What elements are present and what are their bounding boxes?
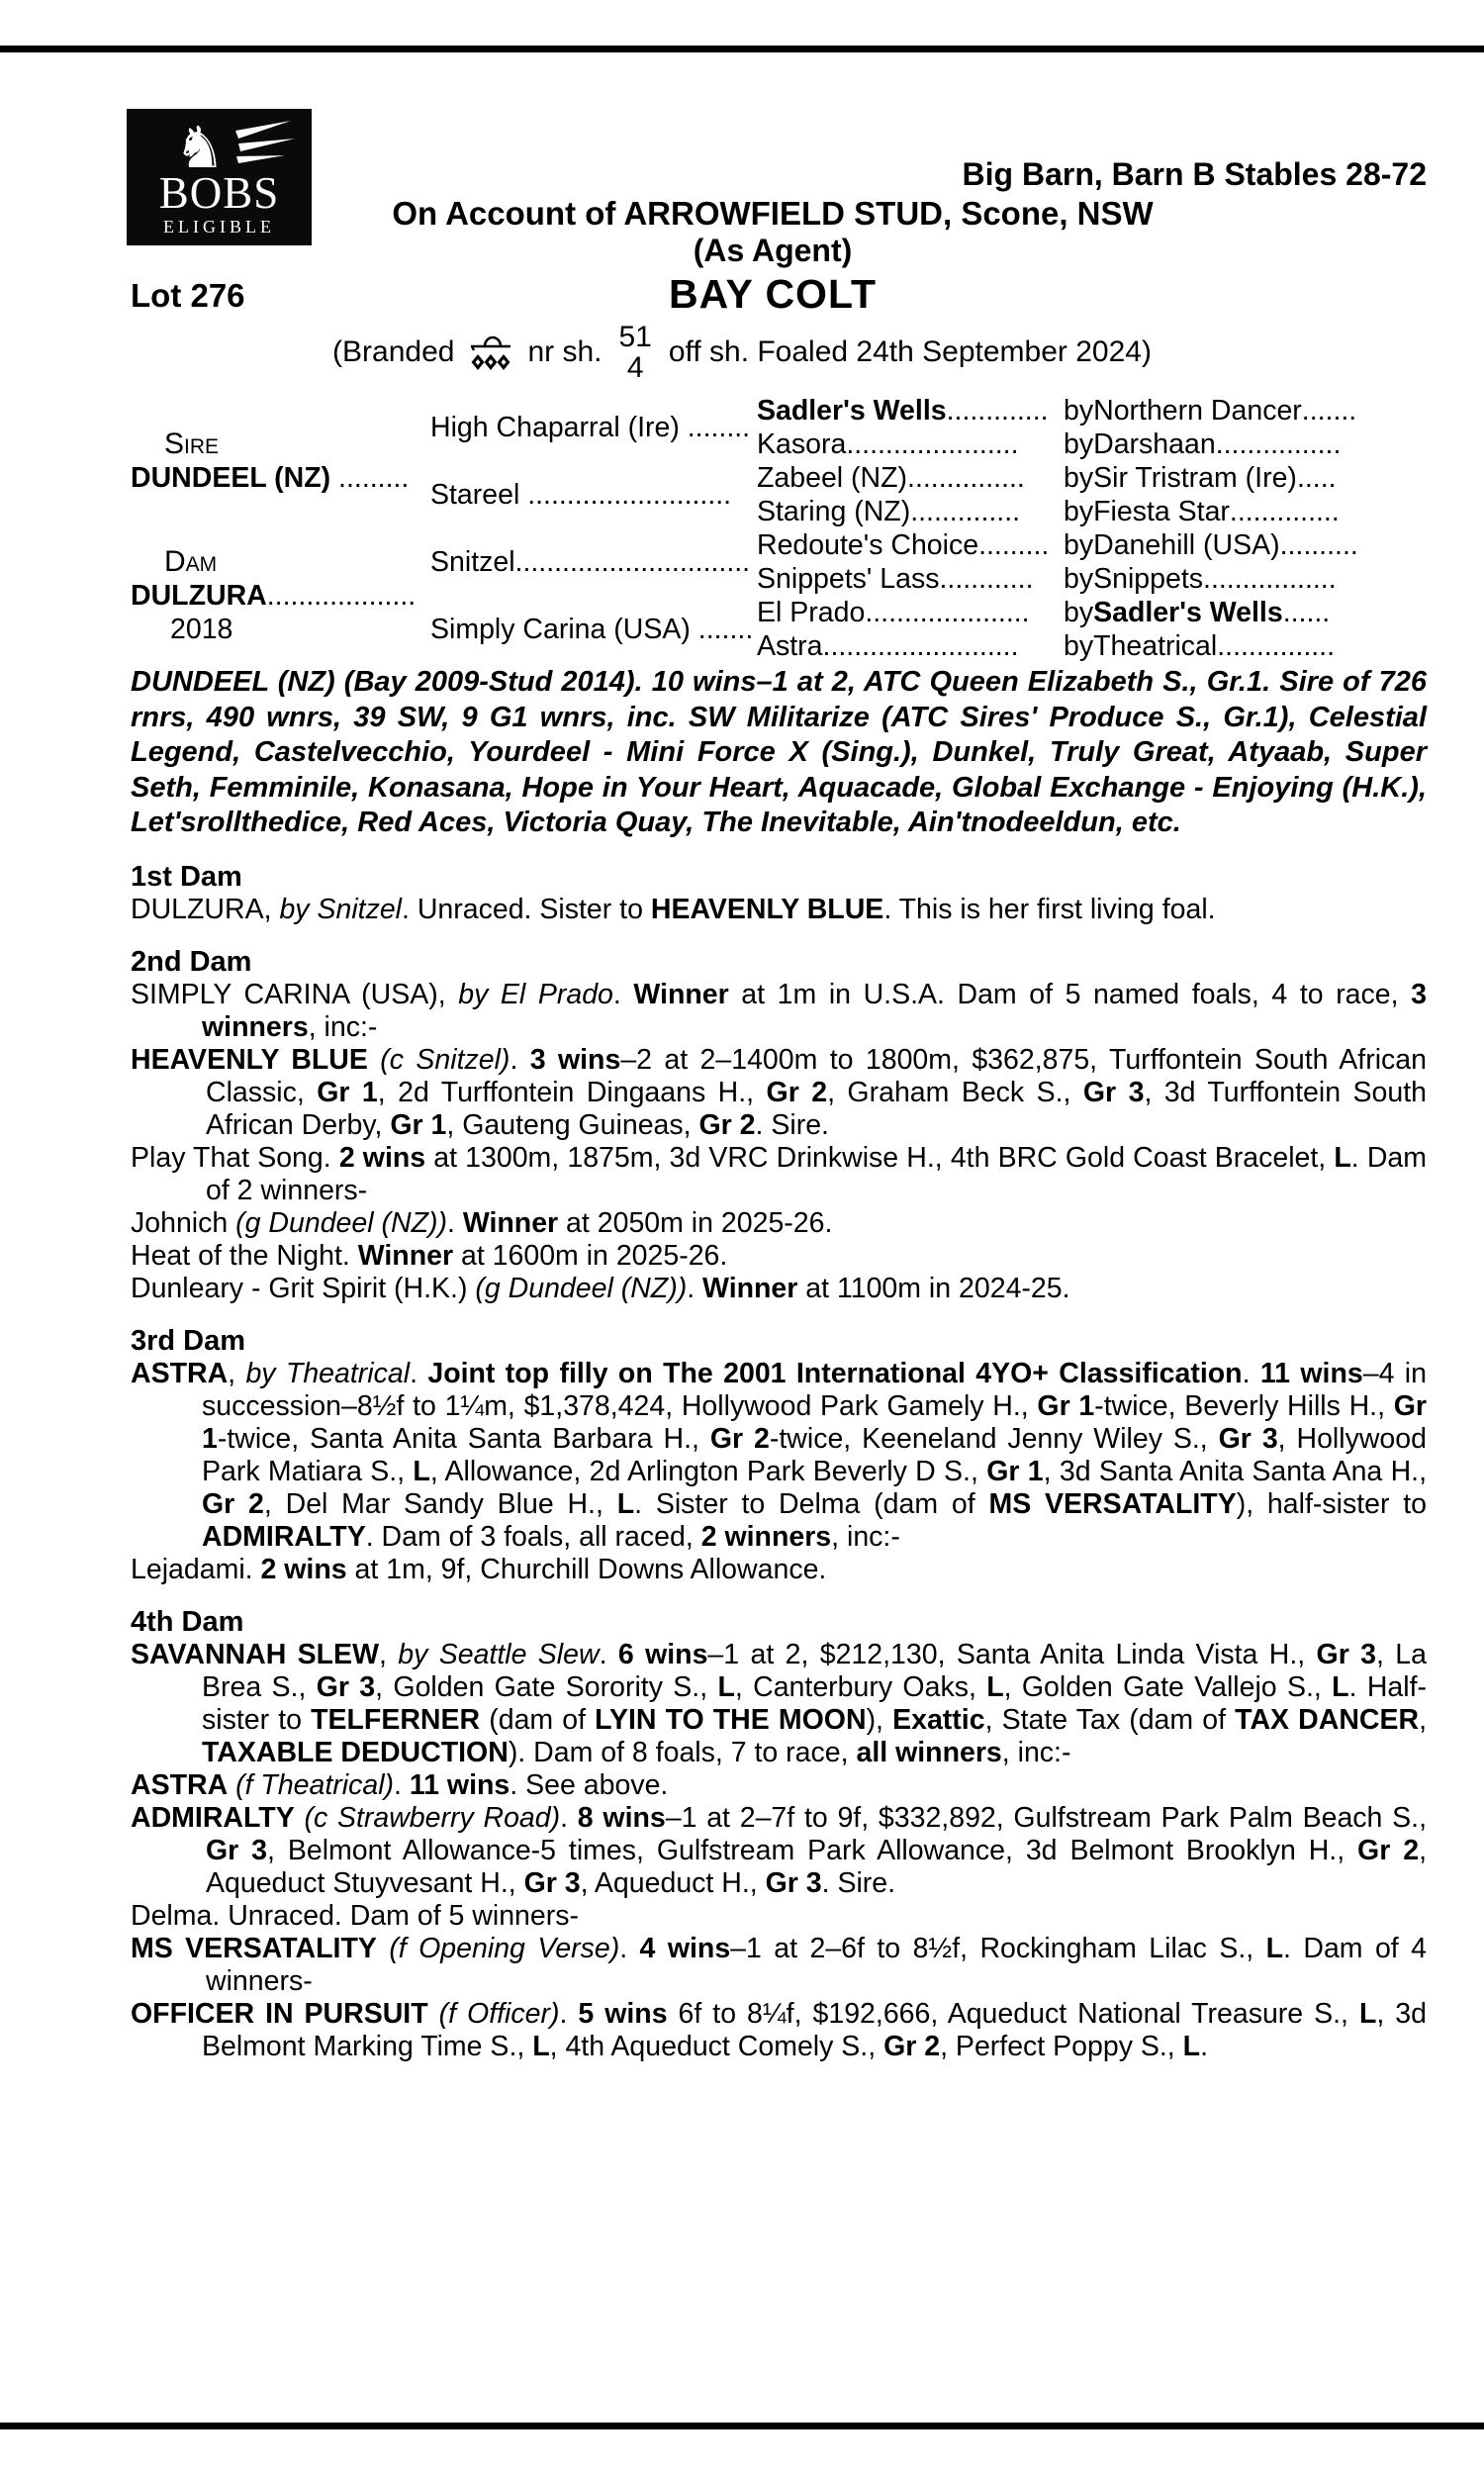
text-run: by [1064,562,1094,595]
text-run: Darshaan [1093,428,1216,460]
text-run: , Gauteng Guineas, [446,1108,699,1141]
dam-section-heading: 1st Dam [131,860,242,893]
text-run: ADMIRALTY [202,1520,366,1553]
text-run: Winner [462,1206,559,1239]
text-run: LYIN TO THE MOON [595,1703,867,1736]
text-run: by El Prado [458,978,613,1010]
text-run: Dunleary - Grit Spirit (H.K.) [131,1272,476,1304]
pedigree-gen4-sire [1064,629,1427,663]
text-run: , Belmont Allowance-5 times, Gulfstream Park Allowance, 3d Belmont Brooklyn H., [267,1834,1358,1866]
text-run: Gr 2 [883,2030,941,2062]
text-run: , 3d Turffontein South African Derby, [206,1076,1427,1141]
text-run: , 3d Belmont Marking Time S., [202,1997,1427,2062]
text-run: Gr 3 [765,1866,822,1899]
text-run: . [619,1932,640,1964]
text-run: at 2050m in 2025-26. [558,1206,833,1239]
text-run: -twice, Santa Anita Santa Barbara H., [217,1422,710,1455]
text-run: Gr 1 [1037,1389,1095,1422]
text-run: . Sire. [821,1866,896,1899]
text-run: 8 wins [577,1801,666,1834]
text-run: . [560,1801,578,1834]
pedigree-gen3-name [757,428,1064,461]
text-run: HEAVENLY BLUE [131,1043,381,1076]
pedigree-gen2-cell: High Chaparral (Ire) ........ [430,411,751,443]
pedigree-gen3-name [757,629,1064,663]
pedigree-gen4-sire [1064,562,1427,596]
pedigree-paragraph [131,1044,1427,1142]
dam-section-heading: 4th Dam [131,1605,244,1638]
text-run: by [1064,596,1094,628]
text-run: . See above. [510,1768,669,1801]
pedigree-paragraph [131,1769,1427,1802]
lot-number: Lot 276 [131,277,245,314]
pedigree-gen2-cell: Snitzel.............................. [430,545,751,578]
text-run: at 1300m, 1875m, 3d VRC Drinkwise H., 4th BRC Gold Coast Bracelet, [425,1141,1335,1174]
text-run: . Dam of 4 winners- [206,1932,1427,1997]
text-run: SAVANNAH SLEW [131,1638,379,1670]
horse-head-icon [127,109,312,170]
text-run: Winner [357,1239,454,1272]
text-run: Gr 3 [1082,1076,1145,1108]
text-run: ..... [1296,461,1337,494]
text-run: (g Dundeel (NZ)) [475,1272,688,1304]
text-run [295,1802,305,1834]
text-run: . This is her first living foal. [883,893,1216,925]
text-run: Winner [702,1272,798,1304]
text-run: Sir Tristram (Ire) [1093,461,1297,494]
text-run: by [1064,629,1094,662]
text-run: . Unraced. Sister to [402,893,651,925]
branded-suffix: off sh. Foaled 24th September 2024) [668,335,1152,368]
pedigree-gen4-sire [1064,495,1427,528]
pedigree-gen2-cell: Simply Carina (USA) ....... [430,613,754,645]
pedigree-gen2-cell: Stareel .......................... [430,478,732,511]
pedigree-table [131,394,1427,663]
text-run: L [986,1670,1004,1703]
text-run: by Snitzel [279,893,402,925]
text-run: ASTRA [131,1768,229,1801]
text-run: Gr 2 [202,1487,264,1520]
text-run: , [1419,1703,1427,1736]
text-run: ASTRA [131,1357,229,1389]
text-run: TAX DANCER [1235,1703,1420,1736]
branded-mid: nr sh. [527,335,603,368]
text-run: Winner [633,978,729,1010]
text-run: Exattic [892,1703,985,1736]
text-run: at 1100m in 2024-25. [797,1272,1070,1304]
sire-name [131,461,409,495]
text-run: Snippets' Lass [757,562,940,595]
text-run: at 1m, 9f, Churchill Downs Allowance. [346,1553,827,1585]
vendor-line: On Account of ARROWFIELD STUD, Scone, NSW [392,195,1154,232]
text-run: OFFICER IN PURSUIT [131,1997,428,2030]
text-run: , State Tax (dam of [984,1703,1236,1736]
pedigree-paragraph [131,1358,1427,1554]
pedigree-paragraph [131,1142,1427,1207]
text-run [228,1769,235,1801]
text-run: 2 wins [338,1141,426,1174]
text-run: –2 at 2–1400m to 1800m, $362,875, Turffontein South African Classic, [206,1043,1427,1108]
text-run: ). Dam of 8 foals, 7 to race, [508,1736,857,1768]
text-run: L [1265,1932,1284,1964]
pedigree-paragraph [131,979,1427,1044]
text-run: DULZURA, [131,893,280,925]
text-run: by [1064,428,1094,460]
text-run: –1 at 2–6f to 8½f, Rockingham Lilac S., [730,1932,1266,1964]
text-run: 11 wins [1259,1357,1363,1389]
text-run: . [599,1638,618,1670]
text-run: 11 wins [409,1768,510,1801]
text-run: 2 wins [260,1553,347,1585]
pedigree-paragraph [131,1998,1427,2063]
text-run: . Half-sister to [202,1670,1428,1736]
dam-section-heading: 2nd Dam [131,945,252,978]
text-run: (f Theatrical) [235,1768,395,1801]
text-run: ............... [907,461,1025,494]
pedigree-paragraph [131,1240,1427,1273]
text-run: , Aqueduct Stuyvesant H., [206,1834,1427,1899]
text-run: . Dam of 3 foals, all raced, [365,1520,701,1553]
brand-number-top: 51 [618,321,652,353]
text-run: . [559,1997,579,2030]
text-run: MS VERSATALITY [131,1932,377,1964]
text-run: ............... [1217,629,1336,662]
text-run: , inc:- [1001,1736,1071,1768]
text-run: , 4th Aqueduct Comely S., [549,2030,884,2062]
text-run: , 2d Turffontein Dingaans H., [377,1076,767,1108]
text-run: L [1358,1997,1377,2030]
pedigree-gen3-name [757,461,1064,495]
text-run: DUNDEEL (NZ) (Bay 2009-Stud 2014). 10 wins–1 at 2, ATC Queen Elizabeth S., Gr.1. Sire of 726 rnrs, 490 wnrs, 39 SW, 9 G1 wnrs, inc. SW Militarize (ATC Sires' Produce S., Gr.1), Celestial Legend, Castelvecchio, Yourdeel - Mini Force X (Sing.), Dunkel, Truly Great, Atyaab, Super Seth, Femminile, Konasana, Hope in Your Heart, Aquacade, Global Exchange - Enjoying (H.K.), Let'srollthedice, Red Aces, Victoria Quay, The Inevitable, Ain'tnodeeldun, etc. [131,666,1427,838]
pedigree-paragraph [131,665,1427,841]
text-run: , inc:- [308,1010,378,1043]
text-run: Gr 2 [709,1422,770,1455]
pedigree-paragraph [131,1639,1427,1769]
pedigree-paragraph [131,894,1427,926]
text-run: Gr 2 [766,1076,828,1108]
text-run: Gr 2 [1357,1834,1420,1866]
text-run: by [1064,495,1094,527]
text-run: ................ [1215,428,1342,460]
text-run: HEAVENLY BLUE [650,893,884,925]
text-run: , [378,1638,399,1670]
text-run: .............. [1229,495,1340,527]
text-run: .......... [1279,528,1358,561]
text-run: -twice, Beverly Hills H., [1094,1389,1394,1422]
text-run: . [446,1206,463,1239]
text-run: by Theatrical [245,1357,411,1389]
agent-line: (As Agent) [693,233,853,268]
text-run: DULZURA [131,580,267,612]
text-run: Play That Song. [131,1141,339,1174]
text-run: all winners [856,1736,1002,1768]
text-run: -twice, Keeneland Jenny Wiley S., [769,1422,1219,1455]
text-run: ), half-sister to [1236,1487,1428,1520]
text-run: Kasora [757,428,847,460]
text-run: , Golden Gate Vallejo S., [1003,1670,1333,1703]
dam-label: Dam [164,545,218,578]
pedigree-gen3-name [757,394,1064,428]
text-run: L [413,1455,430,1487]
sire-label: Sire [164,428,220,460]
text-run: Danehill (USA) [1093,528,1280,561]
text-run: Johnich [131,1206,236,1239]
text-run: L [1332,1670,1349,1703]
text-run: –1 at 2–7f to 9f, $332,892, Gulfstream Park Palm Beach S., [665,1801,1427,1834]
text-run: , 3d Santa Anita Santa Ana H., [1043,1455,1428,1487]
text-run: Redoute's Choice [757,528,979,561]
text-run: El Prado [757,596,866,628]
pedigree-gen3-name [757,596,1064,629]
text-run: (c Strawberry Road) [304,1801,561,1834]
dam-foaling-year: 2018 [170,614,233,645]
text-run: Theatrical [1093,629,1218,662]
text-run: Gr 3 [206,1834,268,1866]
text-run [428,1998,439,2030]
text-run: , Perfect Poppy S., [940,2030,1183,2062]
text-run: . [1242,1357,1260,1389]
pedigree-gen4-sire [1064,528,1427,562]
pedigree-gen4-sire [1064,394,1427,428]
pedigree-paragraph [131,1554,1427,1586]
pedigree-paragraph [131,1802,1427,1900]
text-run: . [1200,2030,1208,2062]
text-run: . Dam of 2 winners- [206,1141,1427,1206]
text-run: . [394,1768,410,1801]
text-run: Gr 1 [317,1076,378,1108]
pedigree-gen4-sire [1064,461,1427,495]
pedigree-dam-cell [131,528,430,663]
text-run: Snippets [1093,562,1204,595]
text-run: ......................... [822,629,1019,662]
text-run: L [532,2030,550,2062]
text-run: , Canterbury Oaks, [734,1670,987,1703]
text-run: ............ [939,562,1034,595]
text-run: Gr 1 [986,1455,1044,1487]
text-run: (c Snitzel) [380,1043,510,1076]
stable-location-line: Big Barn, Barn B Stables 28-72 [962,156,1427,192]
text-run: , La Brea S., [202,1638,1427,1703]
text-run: . [612,978,634,1010]
text-run: L [1334,1141,1351,1174]
text-run: by [1064,528,1094,561]
text-run: 4 wins [639,1932,731,1964]
text-run: ............. [946,394,1049,427]
text-run: ADMIRALTY [131,1801,295,1834]
logo-text-bobs: BOBS [158,168,280,218]
text-run: .............. [910,495,1021,527]
text-run: 2 winners [700,1520,832,1553]
text-run: Zabeel (NZ) [757,461,908,494]
brand-number [618,322,651,383]
text-run: Heat of the Night. [131,1239,358,1272]
text-run: Sadler's Wells [1093,596,1283,628]
text-run: SIMPLY CARINA (USA), [131,978,459,1010]
text-run: ...................... [846,428,1019,460]
page-title: BAY COLT [669,271,877,317]
text-run: by [1064,461,1094,494]
text-run: (f Opening Verse) [389,1932,620,1964]
text-run: Gr 3 [316,1670,376,1703]
dam-name [131,579,416,613]
text-run: , Hollywood Park Matiara S., [202,1422,1427,1487]
pedigree-paragraph [131,1933,1427,1998]
text-run: Fiesta Star [1093,495,1230,527]
text-run: at 1m in U.S.A. Dam of 5 named foals, 4 to race, [728,978,1412,1010]
text-run: –4 in succession–8½f to 1¼m, $1,378,424, Hollywood Park Gamely H., [202,1357,1427,1422]
text-run: Gr 3 [1218,1422,1278,1455]
text-run: Gr 2 [698,1108,756,1141]
text-run: , Graham Beck S., [827,1076,1083,1108]
text-run: Gr 1 [202,1389,1427,1455]
pedigree-gen3-name [757,562,1064,596]
logo-text-eligible: ELIGIBLE [163,217,275,237]
text-run: L [717,1670,735,1703]
text-run: MS VERSATALITY [988,1487,1237,1520]
pedigree-sire-cell [131,394,430,528]
branded-prefix: (Branded [332,335,455,368]
bottom-rule [0,2423,1484,2429]
text-run: by [1064,394,1094,427]
text-run: Sadler's Wells [757,394,947,427]
text-run: by Seattle Slew [398,1638,600,1670]
text-run: , Del Mar Sandy Blue H., [263,1487,617,1520]
text-run: L [616,1487,635,1520]
text-run: at 1600m in 2025-26. [453,1239,728,1272]
text-run: 3 winners [202,978,1427,1043]
text-run: Astra [757,629,823,662]
text-run: Delma. Unraced. Dam of 5 winners- [131,1899,579,1932]
leader-dots: ................... [266,580,417,612]
text-run: 6f to 8¼f, $192,666, Aqueduct National Treasure S., [667,1997,1359,2030]
text-run: 6 wins [617,1638,708,1670]
text-run: . [687,1272,703,1304]
text-run: ), [866,1703,893,1736]
text-run: . [410,1357,428,1389]
text-run: Gr 3 [523,1866,581,1899]
text-run: , Aqueduct H., [580,1866,766,1899]
text-run: . [510,1043,530,1076]
text-run: 3 wins [529,1043,621,1076]
text-run: ................. [1203,562,1337,595]
text-run: , [228,1357,246,1389]
text-run: ......... [978,528,1050,561]
pedigree-text [131,665,1427,2063]
text-run: TELFERNER [311,1703,481,1736]
text-run: Gr 3 [1316,1638,1376,1670]
text-run: . Sister to Delma (dam of [634,1487,989,1520]
pedigree-paragraph [131,1900,1427,1933]
top-rule [0,46,1484,52]
text-run [377,1933,389,1964]
pedigree-gen4-sire [1064,596,1427,629]
text-run: TAXABLE DEDUCTION [202,1736,509,1768]
text-run: L [1182,2030,1201,2062]
pedigree-gen4-sire [1064,428,1427,461]
pedigree-paragraph [131,1273,1427,1305]
text-run: –1 at 2, $212,130, Santa Anita Linda Vista H., [707,1638,1317,1670]
text-run: Staring (NZ) [757,495,911,527]
text-run: (g Dundeel (NZ)) [235,1206,447,1239]
text-run: DUNDEEL (NZ) [131,462,331,494]
text-run: , inc:- [831,1520,900,1553]
leader-dots: ......... [330,462,410,494]
text-run: (dam of [480,1703,596,1736]
text-run: ...... [1282,596,1331,628]
text-run: Northern Dancer [1093,394,1302,427]
text-run: 5 wins [578,1997,668,2030]
brand-number-bottom: 4 [626,351,644,384]
pedigree-paragraph [131,1207,1427,1240]
text-run: Joint top filly on The 2001 International 4YO+ Classification [427,1357,1243,1389]
brand-mark-icon [465,329,516,376]
pedigree-gen3-name [757,528,1064,562]
brand-description-line [0,317,1484,388]
text-run: ..................... [865,596,1030,628]
text-run: , Allowance, 2d Arlington Park Beverly D S., [429,1455,987,1487]
text-run: (f Officer) [438,1997,560,2030]
text-run: ....... [1301,394,1357,427]
dam-section-heading: 3rd Dam [131,1324,246,1357]
text-run: Gr 1 [390,1108,447,1141]
svg-text:♞: ♞ [173,114,226,170]
pedigree-gen3-name [757,495,1064,528]
text-run: . Sire. [755,1108,829,1141]
text-run: , Golden Gate Sorority S., [375,1670,718,1703]
text-run: Lejadami. [131,1553,261,1585]
